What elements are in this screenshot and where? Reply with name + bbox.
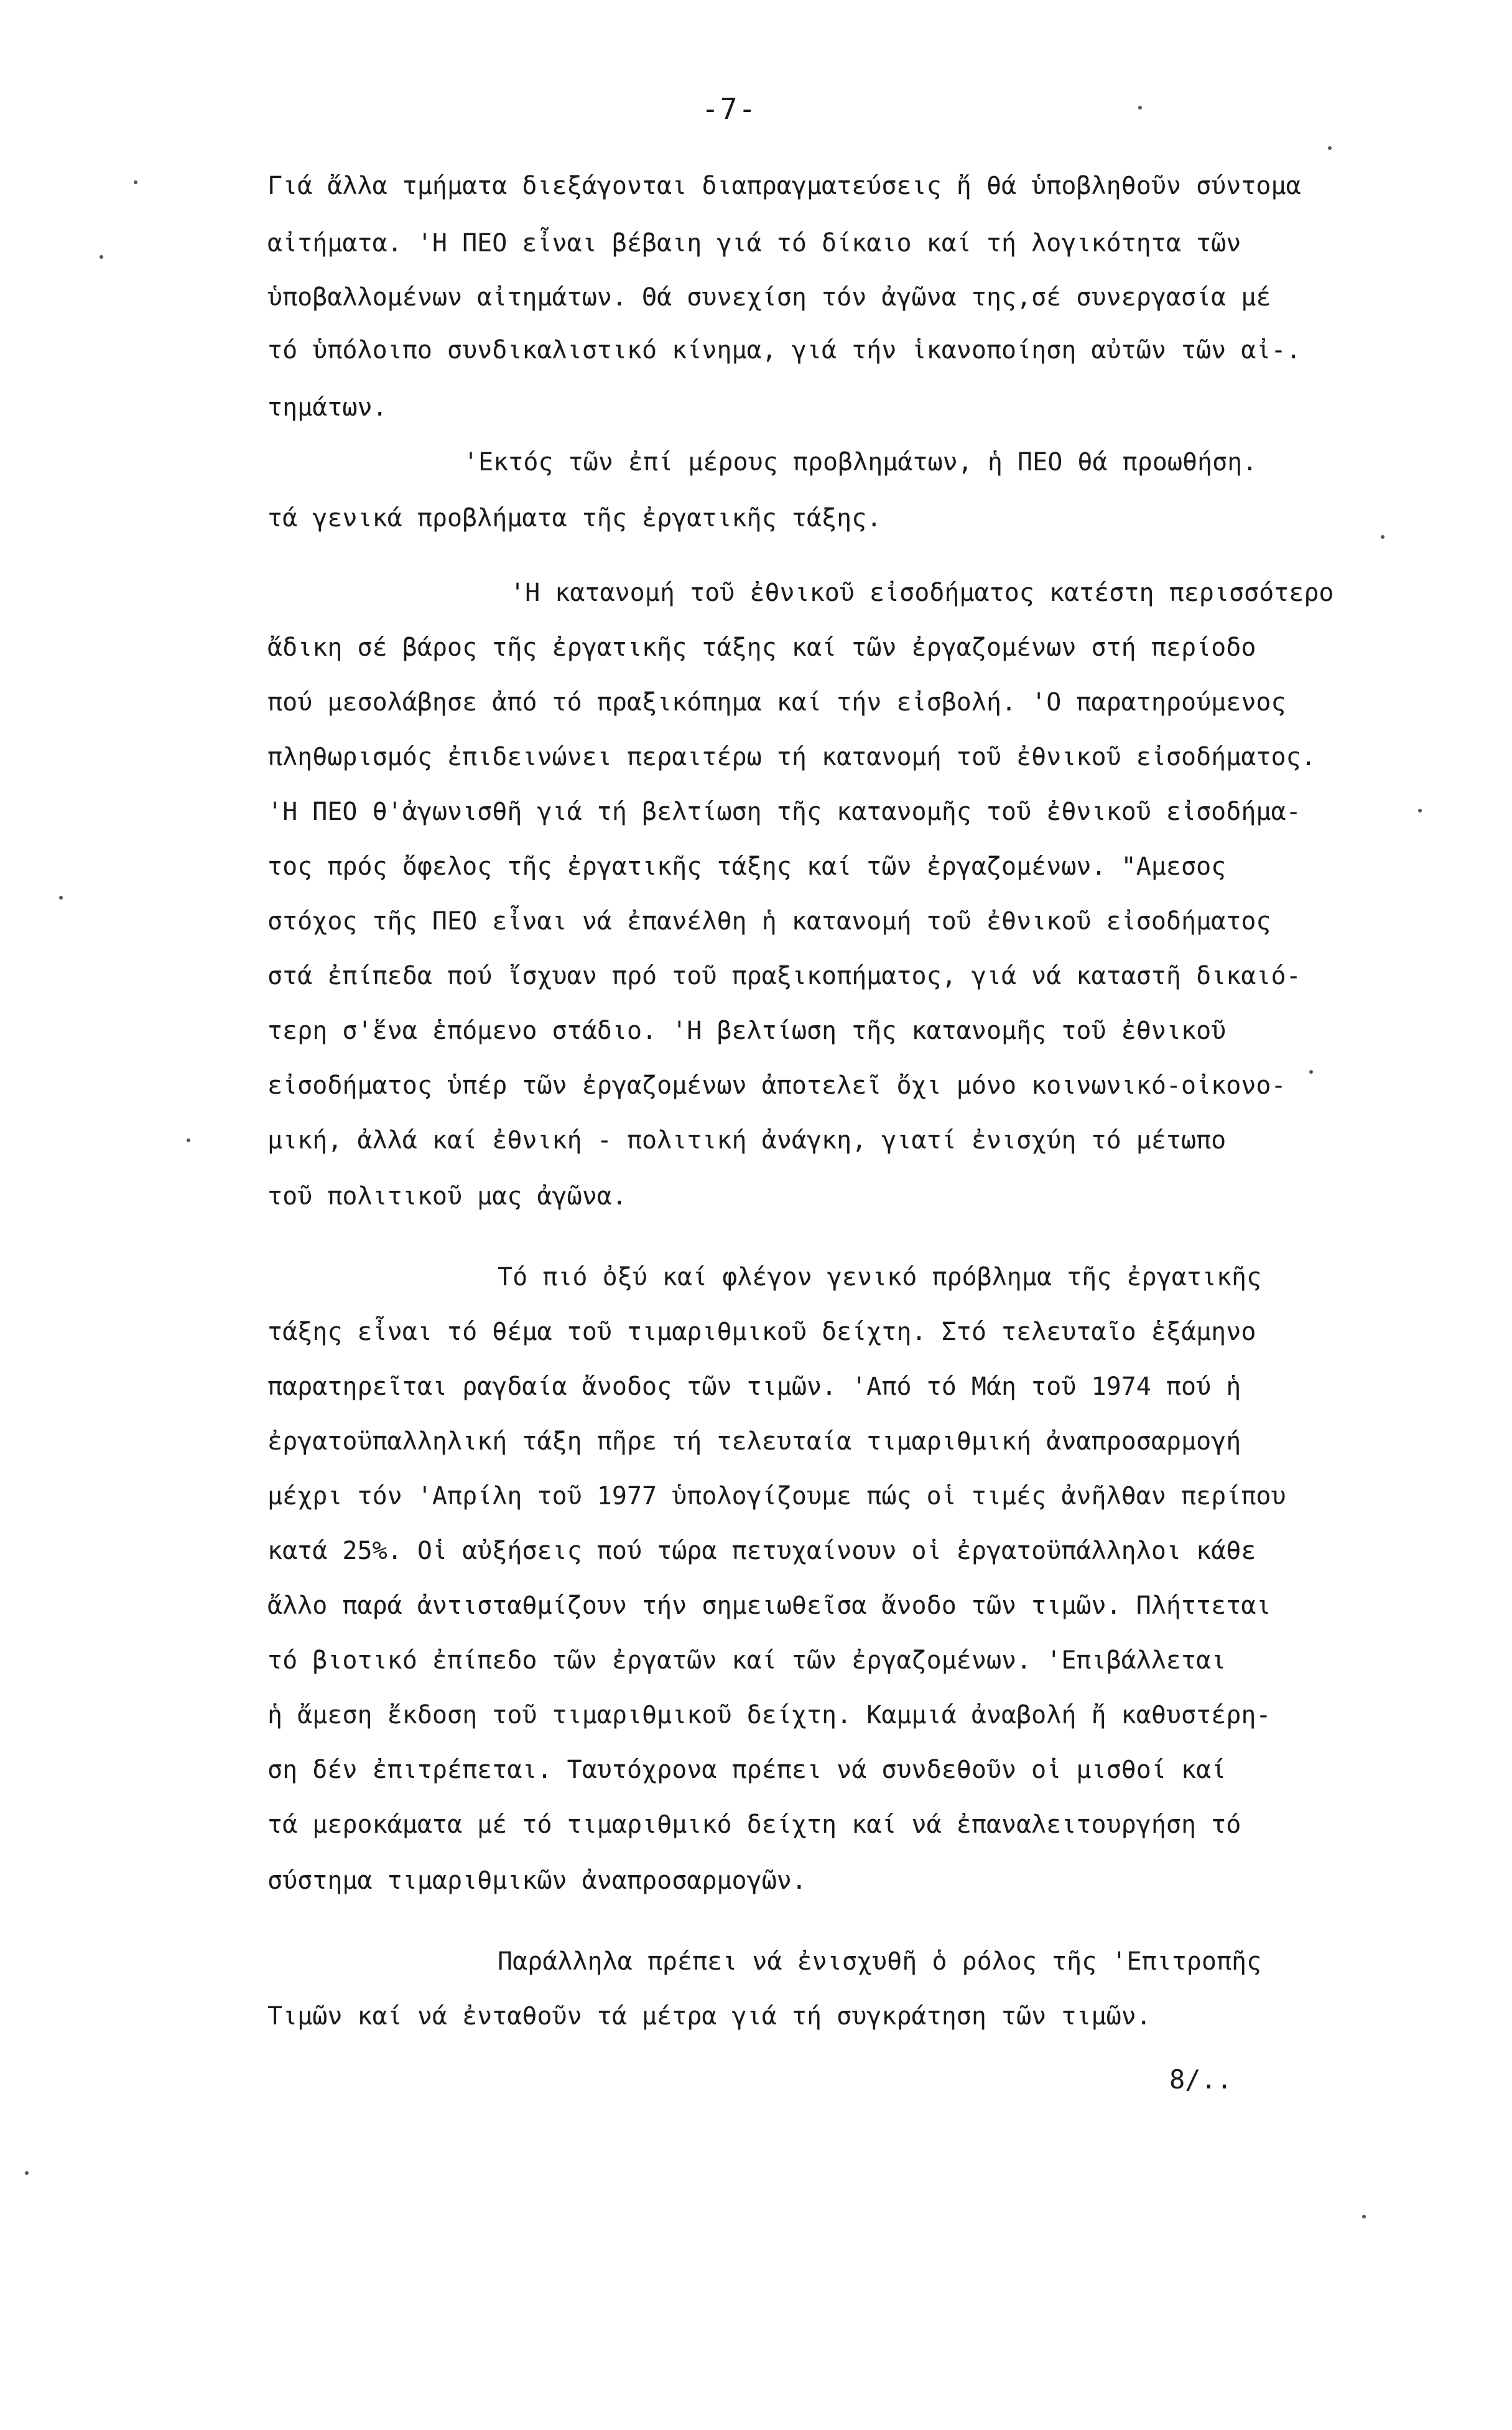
- text-line: τό ὑπόλοιπο συνδικαλιστικό κίνημα, γιά τήν ἱκανοποίηση αὐτῶν τῶν αἰ-.: [267, 336, 1301, 365]
- text-line: Γιά ἄλλα τμήματα διεξάγονται διαπραγματεύσεις ἤ θά ὑποβληθοῦν σύντομα: [267, 172, 1301, 200]
- text-line: ἐργατοϋπαλληλική τάξη πῆρε τή τελευταία τιμαριθμική ἀναπροσαρμογή: [267, 1427, 1241, 1456]
- scan-speck: [1309, 1070, 1313, 1074]
- scan-speck: [1328, 146, 1332, 150]
- scan-speck: [187, 1138, 190, 1142]
- scan-speck: [1362, 2215, 1366, 2218]
- text-line: τημάτων.: [267, 393, 387, 422]
- text-line: τοῦ πολιτικοῦ μας ἀγῶνα.: [267, 1182, 627, 1211]
- text-line: στόχος τῆς ΠΕΟ εἶναι νά ἐπανέλθη ἡ κατανομή τοῦ ἐθνικοῦ εἰσοδήματος: [267, 907, 1271, 936]
- text-line: κατά 25%. Οἱ αὐξήσεις πού τώρα πετυχαίνουν οἱ ἐργατοϋπάλληλοι κάθε: [267, 1537, 1256, 1565]
- text-line: ση δέν ἐπιτρέπεται. Ταυτόχρονα πρέπει νά συνδεθοῦν οἱ μισθοί καί: [267, 1756, 1227, 1784]
- text-line: σύστημα τιμαριθμικῶν ἀναπροσαρμογῶν.: [267, 1866, 807, 1895]
- text-line: αἰτήματα. 'Η ΠΕΟ εἶναι βέβαιη γιά τό δίκαιο καί τή λογικότητα τῶν: [267, 229, 1241, 258]
- text-line: τος πρός ὄφελος τῆς ἐργατικῆς τάξης καί τῶν ἐργαζομένων. "Αμεσος: [267, 852, 1227, 881]
- text-line: Παράλληλα πρέπει νά ἐνισχυθῆ ὁ ρόλος τῆς 'Επιτροπῆς: [498, 1947, 1262, 1976]
- scan-speck: [1138, 106, 1142, 109]
- text-line: τάξης εἶναι τό θέμα τοῦ τιμαριθμικοῦ δείχτη. Στό τελευταῖο ἑξάμηνο: [267, 1318, 1256, 1346]
- text-line: τερη σ'ἕνα ἑπόμενο στάδιο. 'Η βελτίωση τῆς κατανομῆς τοῦ ἐθνικοῦ: [267, 1017, 1227, 1045]
- text-line: τά μεροκάματα μέ τό τιμαριθμικό δείχτη καί νά ἐπαναλειτουργήση τό: [267, 1810, 1241, 1839]
- text-line: 'Η κατανομή τοῦ ἐθνικοῦ εἰσοδήματος κατέστη περισσότερο: [510, 579, 1334, 607]
- text-line: Τιμῶν καί νά ἐνταθοῦν τά μέτρα γιά τή συγκράτηση τῶν τιμῶν.: [267, 2002, 1151, 2031]
- scan-speck: [134, 180, 137, 184]
- scan-speck: [1381, 535, 1384, 539]
- scan-speck: [59, 896, 63, 900]
- text-line: 'Εκτός τῶν ἐπί μέρους προβλημάτων, ἡ ΠΕΟ θά προωθήση.: [463, 448, 1258, 477]
- text-line: ὑποβαλλομένων αἰτημάτων. Θά συνεχίση τόν ἀγῶνα της,σέ συνεργασία μέ: [267, 283, 1271, 312]
- text-line: εἰσοδήματος ὑπέρ τῶν ἐργαζομένων ἀποτελεῖ ὄχι μόνο κοινωνικό-οἰκονο-: [267, 1071, 1286, 1100]
- text-line: πληθωρισμός ἐπιδεινώνει περαιτέρω τή κατανομή τοῦ ἐθνικοῦ εἰσοδήματος.: [267, 743, 1316, 771]
- page-number: -7-: [702, 92, 758, 126]
- text-line: ἄδικη σέ βάρος τῆς ἐργατικῆς τάξης καί τῶν ἐργαζομένων στή περίοδο: [267, 633, 1256, 662]
- text-line: ἡ ἄμεση ἔκδοση τοῦ τιμαριθμικοῦ δείχτη. Καμμιά ἀναβολή ἤ καθυστέρη-: [267, 1701, 1271, 1729]
- text-line: τό βιοτικό ἐπίπεδο τῶν ἐργατῶν καί τῶν ἐργαζομένων. 'Επιβάλλεται: [267, 1646, 1227, 1675]
- text-line: μική, ἀλλά καί ἐθνική - πολιτική ἀνάγκη, γιατί ἐνισχύη τό μέτωπο: [267, 1126, 1227, 1155]
- text-line: στά ἐπίπεδα πού ἴσχυαν πρό τοῦ πραξικοπήματος, γιά νά καταστῆ δικαιό-: [267, 962, 1301, 990]
- text-line: 'Η ΠΕΟ θ'ἀγωνισθῆ γιά τή βελτίωση τῆς κατανομῆς τοῦ ἐθνικοῦ εἰσοδήμα-: [267, 798, 1301, 826]
- text-line: μέχρι τόν 'Απρίλη τοῦ 1977 ὑπολογίζουμε πώς οἱ τιμές ἀνῆλθαν περίπου: [267, 1482, 1286, 1511]
- text-line: τά γενικά προβλήματα τῆς ἐργατικῆς τάξης.: [267, 504, 882, 533]
- text-line: παρατηρεῖται ραγδαία ἄνοδος τῶν τιμῶν. 'Από τό Μάη τοῦ 1974 πού ἡ: [267, 1372, 1241, 1401]
- continuation-marker: 8/..: [1169, 2064, 1233, 2095]
- text-line: ἄλλο παρά ἀντισταθμίζουν τήν σημειωθεῖσα ἄνοδο τῶν τιμῶν. Πλήττεται: [267, 1591, 1271, 1620]
- scan-speck: [100, 255, 103, 259]
- scan-speck: [1418, 809, 1422, 812]
- text-line: Τό πιό ὀξύ καί φλέγον γενικό πρόβλημα τῆς ἐργατικῆς: [498, 1263, 1262, 1292]
- text-line: πού μεσολάβησε ἀπό τό πραξικόπημα καί τήν εἰσβολή. 'Ο παρατηρούμενος: [267, 688, 1286, 717]
- scan-speck: [25, 2171, 29, 2175]
